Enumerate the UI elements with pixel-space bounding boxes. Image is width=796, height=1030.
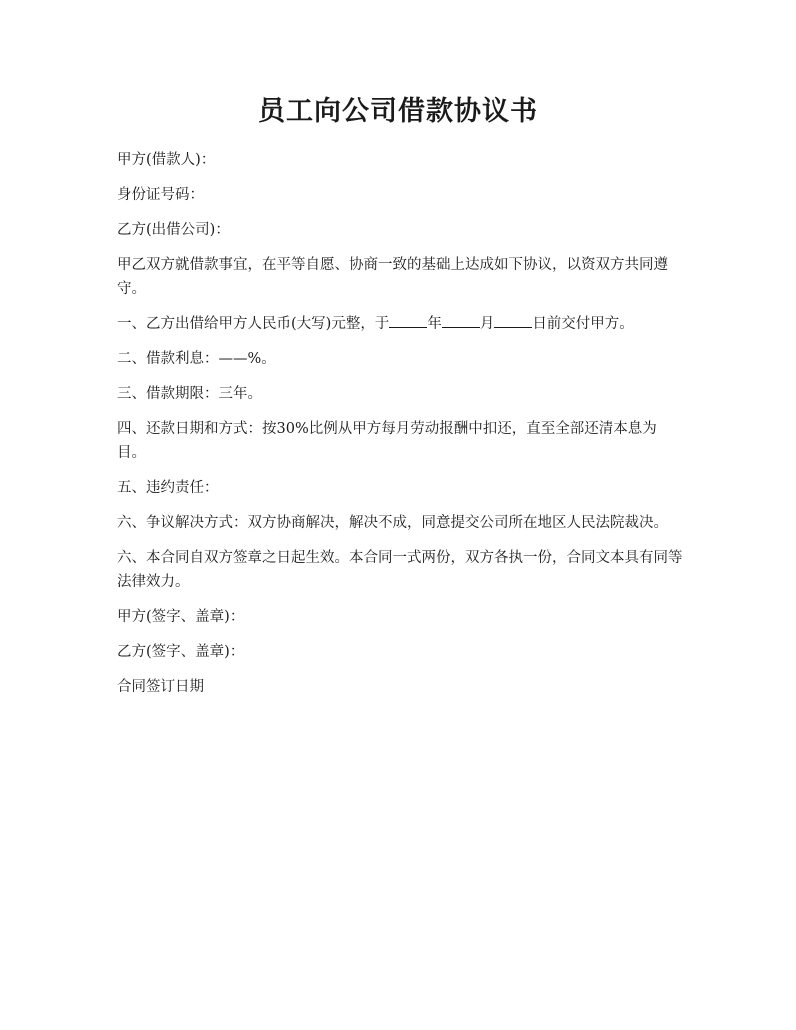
party-a-line: 甲方(借款人)： (117, 152, 216, 168)
clause-6: 六、争议解决方式：双方协商解决，解决不成，同意提交公司所在地区人民法院裁决。 (117, 515, 668, 531)
clause-7: 六、本合同自双方签章之日起生效。本合同一式两份，双方各执一份，合同文本具有同等法律效力。 (117, 550, 683, 590)
year-label: 年 (427, 316, 442, 332)
document-title: 员工向公司借款协议书 (258, 96, 538, 127)
day-blank (494, 313, 532, 328)
clause-4: 四、还款日期和方式：按30%比例从甲方每月劳动报酬中扣还，直至全部还清本息为目。 (117, 421, 657, 461)
month-label: 月 (479, 316, 495, 332)
id-number-line: 身份证号码： (117, 187, 204, 203)
clause-5: 五、违约责任： (117, 480, 219, 496)
clause-3: 三、借款期限：三年。 (117, 386, 262, 402)
year-blank (389, 313, 427, 328)
preamble-paragraph: 甲乙双方就借款事宜，在平等自愿、协商一致的基础上达成如下协议，以资双方共同遵守。 (117, 257, 668, 297)
clause-2: 二、借款利息：——%。 (117, 351, 276, 367)
clause-1-text: 一、乙方出借给甲方人民币(大写)元整，于 (117, 316, 390, 332)
party-b-line: 乙方(出借公司)： (117, 222, 230, 238)
month-blank (442, 313, 480, 328)
clause-1-tail: 日前交付甲方。 (532, 316, 634, 332)
party-b-signature: 乙方(签字、盖章)： (117, 644, 245, 660)
clause-1 (117, 312, 683, 336)
signing-date: 合同签订日期 (117, 679, 204, 695)
document-body (117, 148, 683, 710)
party-a-signature: 甲方(签字、盖章)： (117, 609, 245, 625)
